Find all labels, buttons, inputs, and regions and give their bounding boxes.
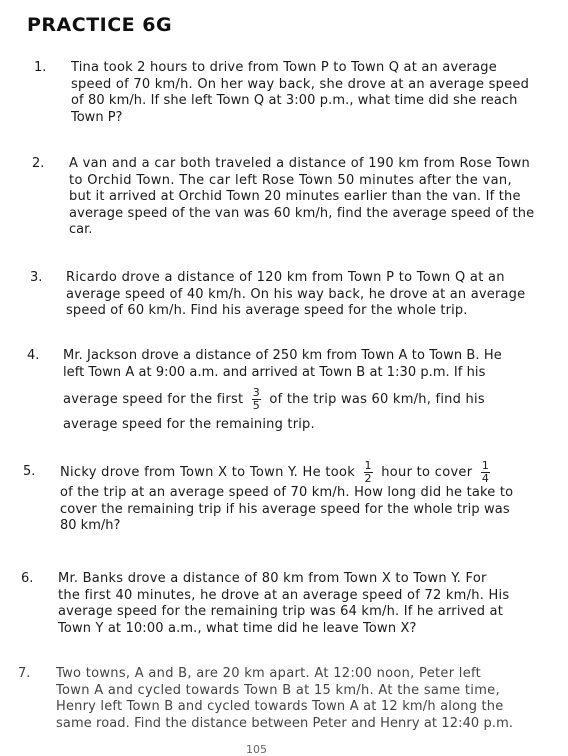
- problem-text: Tina took 2 hours to drive from Town P to Town Q at an average speed of 70 km/h. On her way back, she drove at an average speed of 80 km/h. If she left Town Q at 3:00 p.m., what time did she reach Town P?: [71, 60, 530, 125]
- problem-text: Mr. Jackson drove a distance of 250 km from Town A to Town B. He left Town A at 9:00 a.m. and arrived at Town B at 1:30 p.m. If his average speed for the first $\frac{3}{5}$ of the trip was 60 km/h, find his average speed for the remaining trip.: [63, 348, 502, 432]
- problem-number: 4.: [27, 348, 40, 363]
- problem-number: 5.: [23, 464, 36, 479]
- problem-text: A van and a car both traveled a distance of 190 km from Rose Town to Orchid Town. The car left Rose Town 50 minutes after the van, but it arrived at Orchid Town 20 minutes earlier than the van. If the average speed of the van was 60 km/h, find the average speed of the car.: [69, 156, 535, 237]
- fraction-one-half: $\frac{1}{2}$: [364, 459, 372, 485]
- problem-text: Ricardo drove a distance of 120 km from Town P to Town Q at an average speed of 40 km/h. On his way back, he drove at an average speed of 60 km/h. Find his average speed for the whole trip.: [66, 270, 526, 318]
- problem-number: 7.: [18, 666, 31, 681]
- problem-number: 3.: [30, 270, 43, 285]
- problem-number: 2.: [32, 156, 45, 171]
- fraction-three-fifths: $\frac{3}{5}$: [252, 386, 261, 412]
- problem-text: Nicky drove from Town X to Town Y. He took $\frac{1}{2}$ hour to cover $\frac{1}{4}$ of the trip at an average speed of 70 km/h. How long did he take to cover the remaining trip if his average speed for the whole trip was 80 km/h?: [60, 459, 514, 533]
- problem-number: 1.: [34, 60, 47, 75]
- page-number: 105: [246, 743, 267, 756]
- page-title: PRACTICE 6G: [27, 14, 173, 36]
- problem-number: 6.: [21, 571, 34, 586]
- fraction-one-quarter: $\frac{1}{4}$: [481, 459, 490, 485]
- problem-text: Two towns, A and B, are 20 km apart. At 12:00 noon, Peter left Town A and cycled towards Town B at 15 km/h. At the same time, Henry left Town B and cycled towards Town A at 12 km/h along the same road. Find the distance between Peter and Henry at 12:40 p.m.: [56, 666, 514, 731]
- problem-text: Mr. Banks drove a distance of 80 km from Town X to Town Y. For the first 40 minutes, he drove at an average speed of 72 km/h. His average speed for the remaining trip was 64 km/h. If he arrived at Town Y at 10:00 a.m., what time did he leave Town X?: [58, 571, 510, 636]
